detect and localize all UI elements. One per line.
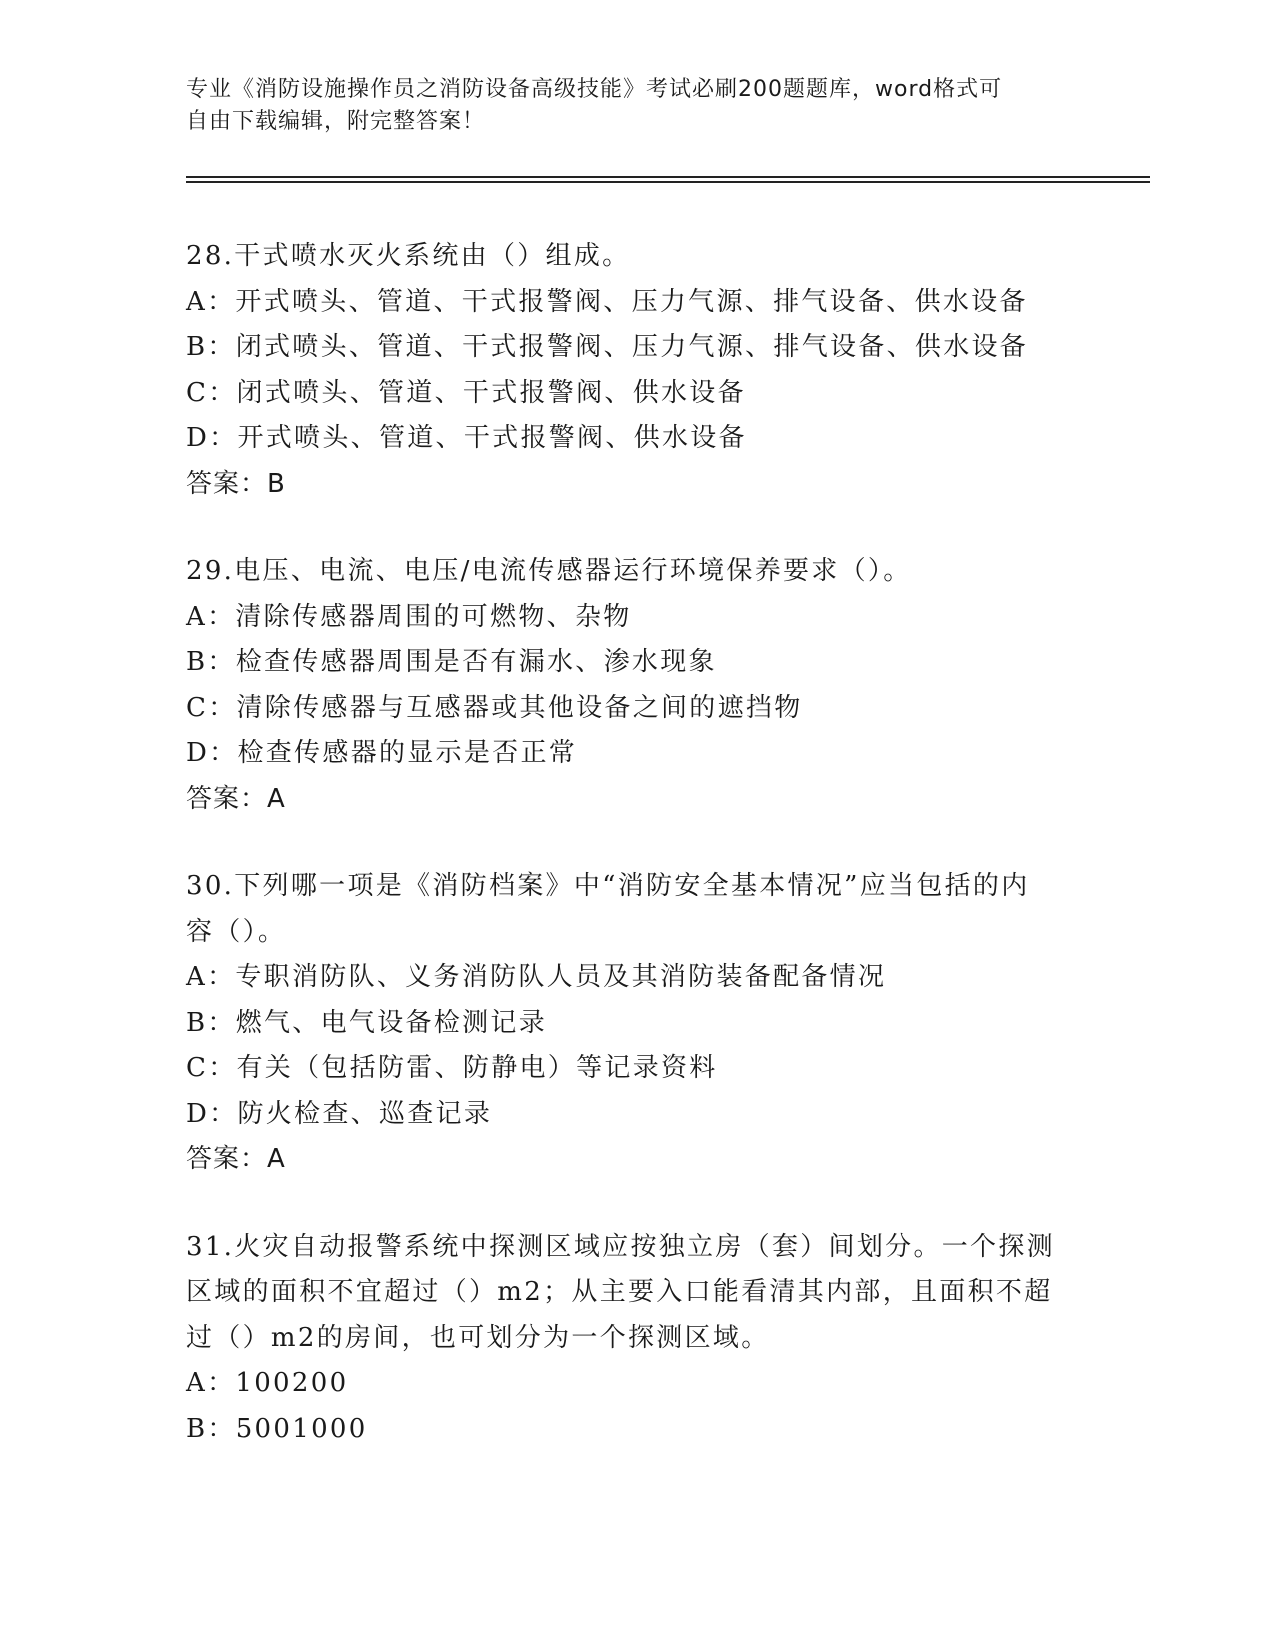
option-b: B：燃气、电气设备检测记录: [186, 1007, 548, 1038]
question-stem-line-2: 区域的面积不宜超过（）m2；从主要入口能看清其内部，且面积不超: [186, 1277, 1053, 1307]
answer: 答案：B: [186, 468, 286, 499]
question-31: [186, 1225, 1086, 1453]
option-b: B：闭式喷头、管道、干式报警阀、压力气源、排气设备、供水设备: [186, 332, 1029, 362]
option-c: C：闭式喷头、管道、干式报警阀、供水设备: [186, 377, 746, 408]
header-line-1: 专业《消防设施操作员之消防设备高级技能》考试必刷200题题库，word格式可: [186, 77, 1003, 102]
answer: 答案：A: [186, 1144, 286, 1174]
option-b: B：检查传感器周围是否有漏水、渗水现象: [186, 647, 717, 677]
question-stem-line-2: 容（）。: [186, 916, 287, 947]
option-a: A：专职消防队、义务消防队人员及其消防装备配备情况: [186, 962, 887, 992]
question-30: [186, 864, 1086, 1183]
option-a: A：100200: [186, 1368, 349, 1398]
option-d: D：开式喷头、管道、干式报警阀、供水设备: [186, 423, 747, 453]
answer: 答案：A: [186, 783, 286, 814]
header-divider-bottom: [186, 181, 1150, 183]
question-stem: 29.电压、电流、电压/电流传感器运行环境保养要求（）。: [186, 556, 912, 586]
question-stem-line-1: 31.火灾自动报警系统中探测区域应按独立房（套）间划分。一个探测: [186, 1231, 1055, 1262]
question-stem: 28.干式喷水灭火系统由（）组成。: [186, 241, 631, 271]
question-stem-line-3: 过（）m2的房间，也可划分为一个探测区域。: [186, 1322, 770, 1353]
option-c: C：清除传感器与互感器或其他设备之间的遮挡物: [186, 692, 803, 723]
question-29: [186, 549, 1086, 822]
question-stem-line-1: 30.下列哪一项是《消防档案》中“消防安全基本情况”应当包括的内: [186, 871, 1030, 901]
option-c: C：有关（包括防雷、防静电）等记录资料: [186, 1053, 718, 1083]
question-list: [186, 234, 1086, 1494]
option-d: D：检查传感器的显示是否正常: [186, 738, 578, 768]
option-d: D：防火检查、巡查记录: [186, 1098, 493, 1129]
option-b: B：5001000: [186, 1413, 368, 1444]
option-a: A：清除传感器周围的可燃物、杂物: [186, 601, 632, 632]
option-a: A：开式喷头、管道、干式报警阀、压力气源、排气设备、供水设备: [186, 286, 1028, 317]
question-28: [186, 234, 1086, 507]
header-line-2: 自由下载编辑，附完整答案！: [186, 109, 486, 134]
header-divider-top: [186, 176, 1150, 178]
document-header: [186, 74, 1066, 138]
